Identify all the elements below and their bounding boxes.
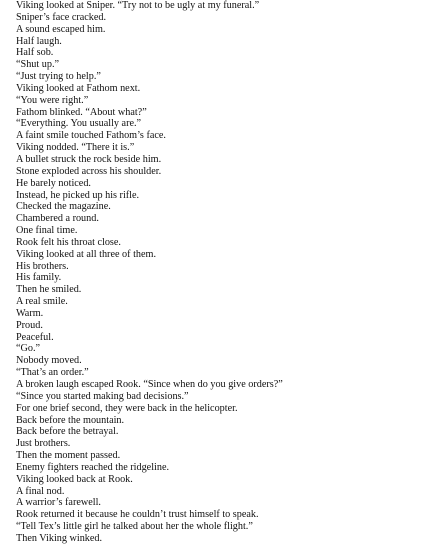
text-line: “Shut up.”: [16, 59, 60, 71]
text-line: A final nod.: [16, 485, 65, 497]
text-line: “Since you started making bad decisions.”: [16, 390, 189, 402]
document-page: [16, 0, 426, 545]
text-line: “Everything. You usually are.”: [16, 118, 142, 130]
text-line: “Just trying to help.”: [16, 71, 101, 83]
text-line: Fathom blinked. “About what?”: [16, 106, 147, 118]
text-line: Sniper’s face cracked.: [16, 11, 107, 23]
text-line: Peaceful.: [16, 331, 54, 343]
text-line: His family.: [16, 272, 62, 284]
text-line: A warrior’s farewell.: [16, 497, 101, 509]
text-line: Just brothers.: [16, 438, 71, 450]
text-line: Rook felt his throat close.: [16, 236, 121, 248]
text-line: “Tell Tex’s little girl he talked about her the whole flight.”: [16, 521, 253, 533]
text-line: Viking looked at all three of them.: [16, 248, 156, 260]
text-line: Viking looked at Fathom next.: [16, 82, 141, 94]
text-line: Proud.: [16, 319, 43, 331]
text-line: Chambered a round.: [16, 213, 99, 225]
text-line: He barely noticed.: [16, 177, 91, 189]
text-line: Back before the betrayal.: [16, 426, 119, 438]
text-line: His brothers.: [16, 260, 69, 272]
text-line: Warm.: [16, 307, 44, 319]
text-line: Nobody moved.: [16, 355, 82, 367]
text-line: Stone exploded across his shoulder.: [16, 165, 162, 177]
text-line: Half sob.: [16, 47, 54, 59]
text-line: A faint smile touched Fathom’s face.: [16, 130, 166, 142]
text-line: Instead, he picked up his rifle.: [16, 189, 140, 201]
text-line: “That’s an order.”: [16, 367, 89, 379]
text-line: A broken laugh escaped Rook. “Since when do you give orders?”: [16, 379, 283, 390]
text-line: Rook returned it because he couldn’t trust himself to speak.: [16, 509, 259, 521]
text-line: Half laugh.: [16, 35, 62, 47]
text-line: Then Viking winked.: [16, 532, 103, 544]
text-line: A bullet struck the rock beside him.: [16, 153, 162, 165]
text-line: For one brief second, they were back in the helicopter.: [16, 402, 238, 414]
text-line: A real smile.: [16, 296, 68, 308]
text-line: Viking nodded. “There it is.”: [16, 142, 135, 154]
text-line: One final time.: [16, 225, 78, 237]
text-line: Back before the mountain.: [16, 414, 125, 426]
text-line: Viking looked back at Rook.: [16, 473, 133, 485]
text-line: “Go.”: [16, 343, 41, 355]
text-line: “You were right.”: [16, 94, 89, 106]
text-line: Then the moment passed.: [16, 450, 121, 462]
text-line: Then he smiled.: [16, 284, 82, 296]
text-line: Viking looked at Sniper. “Try not to be ugly at my funeral.”: [16, 0, 260, 11]
text-line: Enemy fighters reached the ridgeline.: [16, 461, 170, 473]
text-line: Checked the magazine.: [16, 201, 111, 213]
text-line: A sound escaped him.: [16, 23, 106, 35]
